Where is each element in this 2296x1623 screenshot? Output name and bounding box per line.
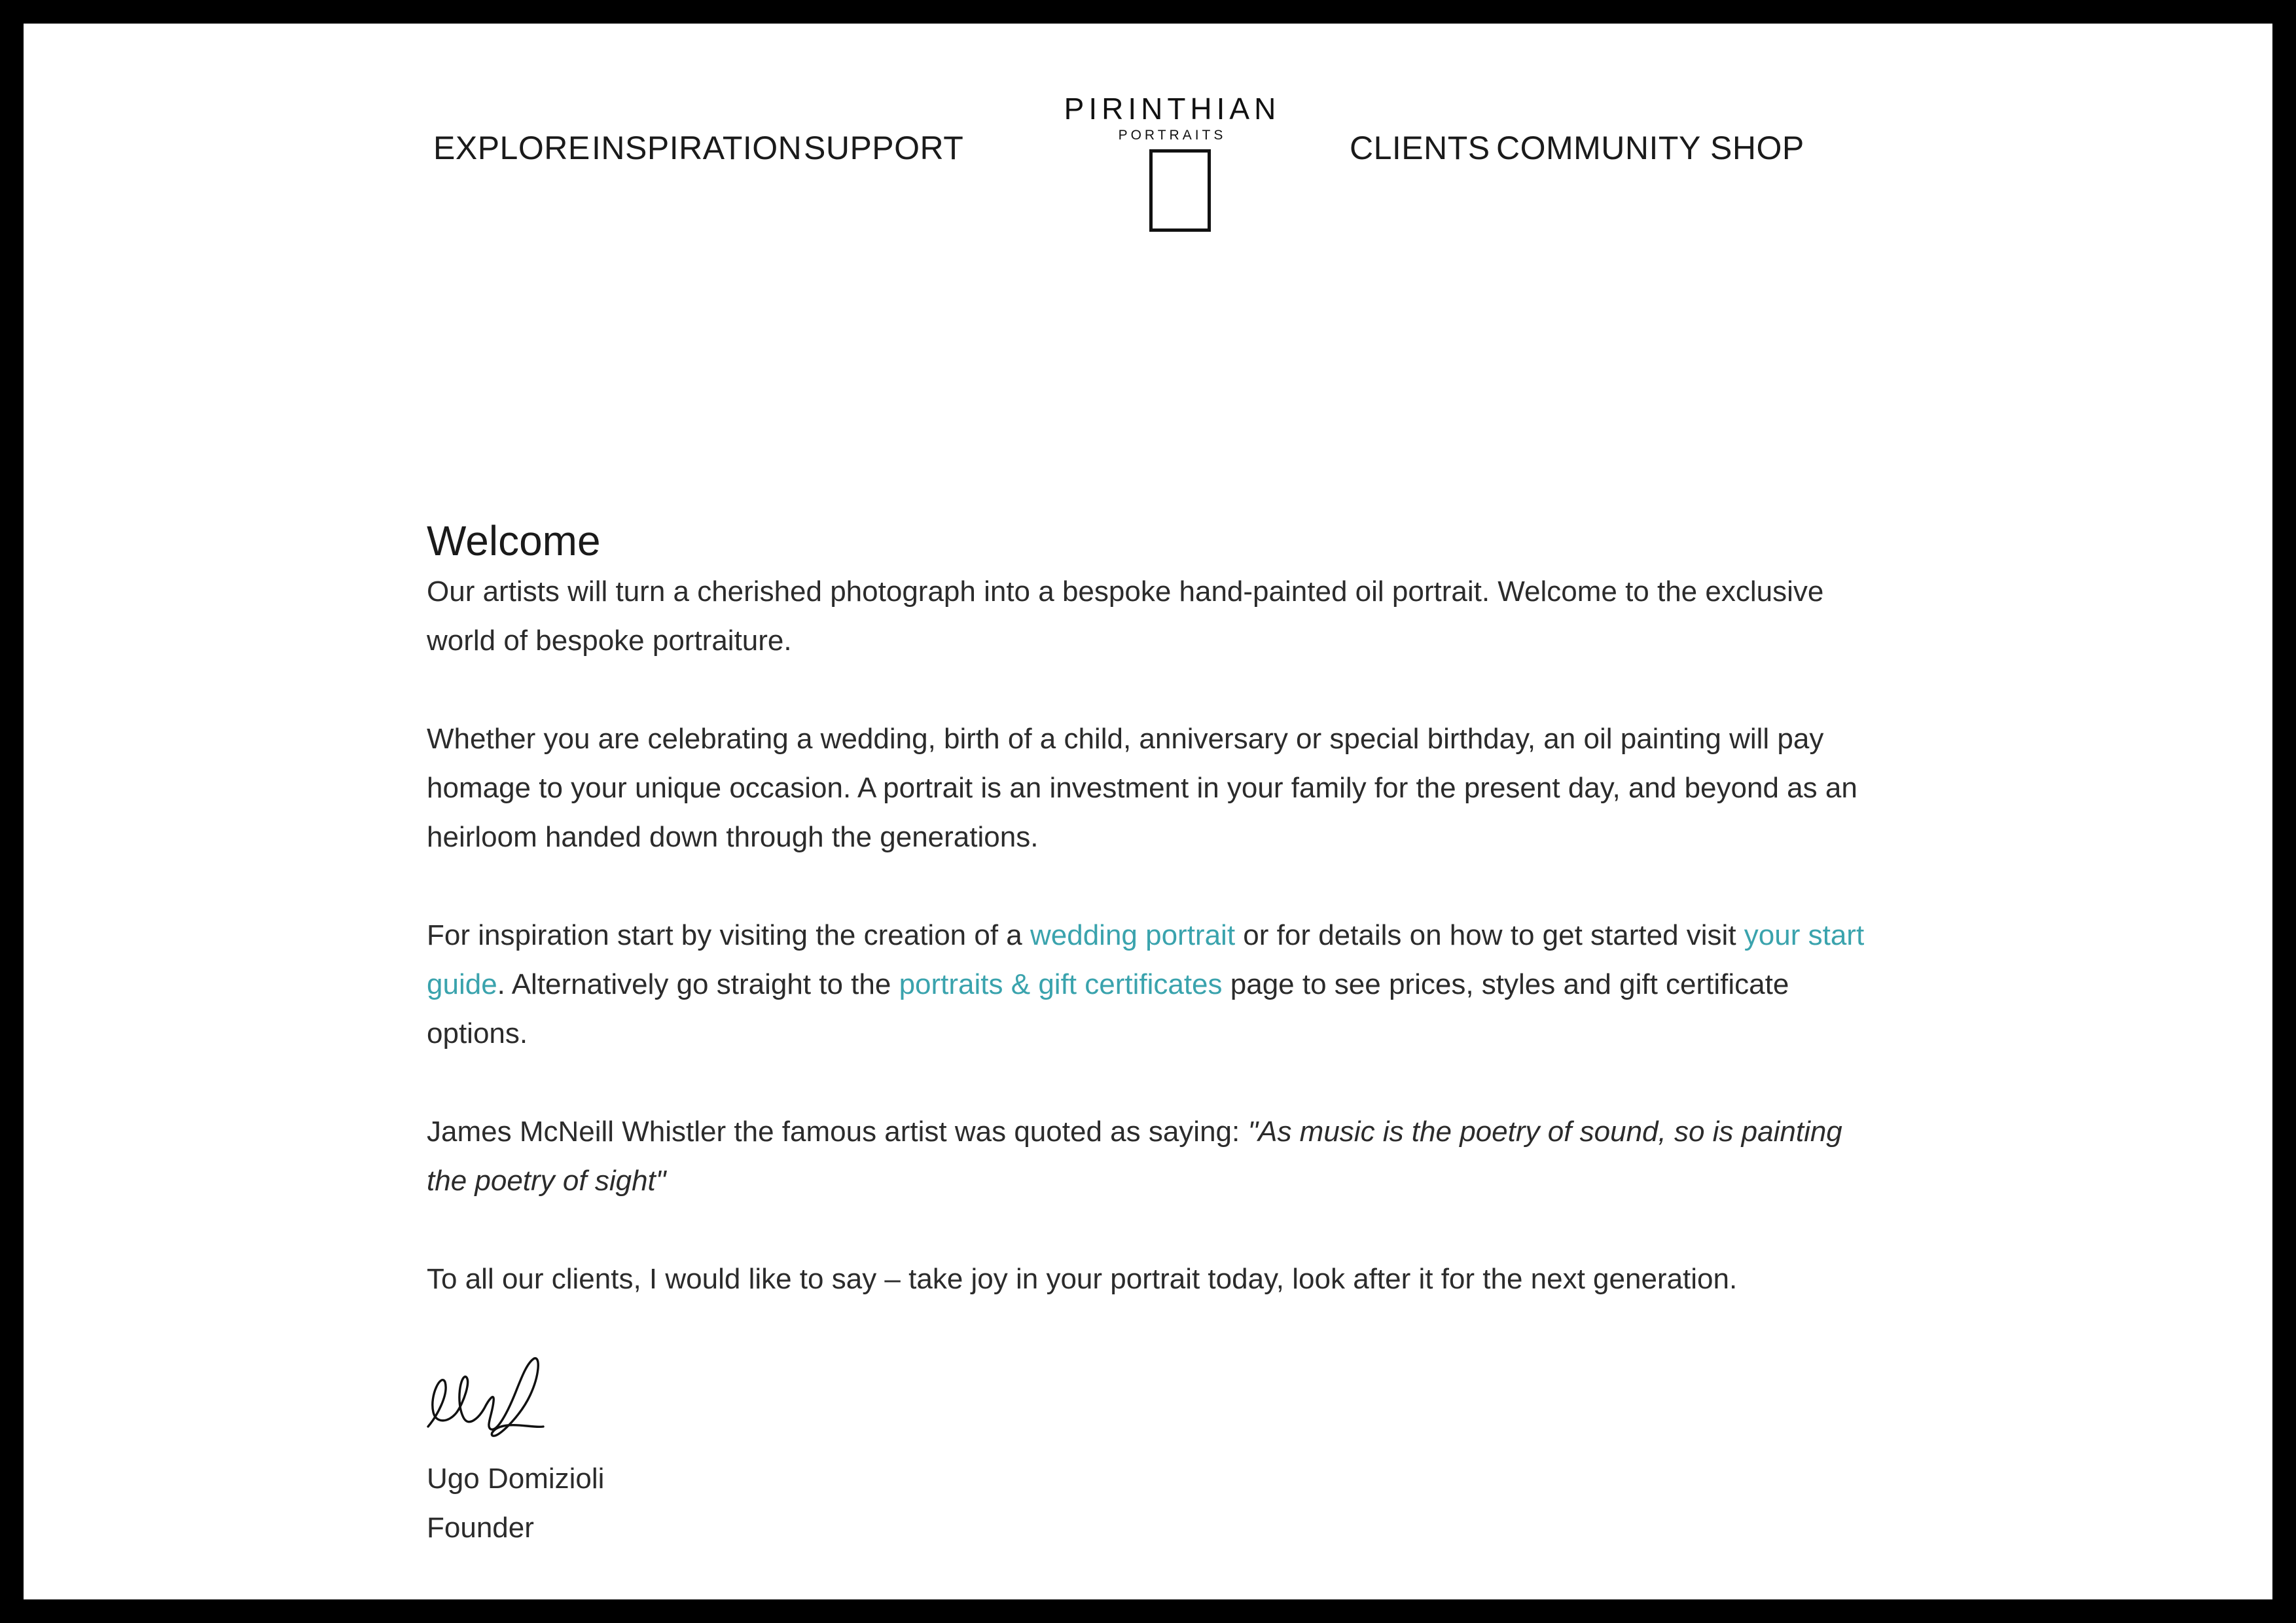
signature-image (423, 1349, 554, 1441)
nav-shop[interactable]: SHOP (1710, 130, 1804, 166)
logo-name: PIRINTHIAN (1064, 92, 1281, 126)
inspiration-text-4: page to see prices, styles and gift certificate options. (427, 968, 1789, 1049)
page-title: Welcome (427, 517, 601, 564)
inspiration-text-2: or for details on how to get started visit (1235, 919, 1744, 951)
quote-paragraph (427, 1107, 1886, 1205)
gift-certificates-link[interactable]: portraits & gift certificates (899, 968, 1223, 1000)
nav-community[interactable]: COMMUNITY (1496, 130, 1701, 166)
welcome-section (427, 515, 1886, 1552)
nav-clients[interactable]: CLIENTS (1350, 130, 1490, 166)
quote-intro: James McNeill Whistler the famous artist was quoted as saying: (427, 1116, 1248, 1148)
closing-paragraph: To all our clients, I would like to say – take joy in your portrait today, look after it for the next generation. (427, 1263, 1738, 1295)
site-logo[interactable] (1038, 92, 1306, 242)
wedding-portrait-link[interactable]: wedding portrait (1030, 919, 1236, 951)
inspiration-text-1: For inspiration start by visiting the creation of a (427, 919, 1030, 951)
inspiration-paragraph (427, 911, 1886, 1058)
page (24, 24, 2272, 1599)
logo-subtitle: PORTRAITS (1118, 128, 1227, 143)
nav-support[interactable]: SUPPORT (804, 130, 964, 166)
founder-role: Founder (427, 1512, 534, 1544)
nav-explore[interactable]: EXPLORE (433, 130, 590, 166)
intro-paragraph: Our artists will turn a cherished photograph into a bespoke hand-painted oil portrait. Welcome to the exclusive world of bespoke portraiture. (427, 575, 1824, 657)
frame-icon (1149, 149, 1211, 232)
start-guide-link[interactable]: your start guide (427, 919, 1865, 1000)
inspiration-text-3: . Alternatively go straight to the (497, 968, 899, 1000)
whistler-quote: "As music is the poetry of sound, so is painting the poetry of sight" (427, 1116, 1842, 1197)
occasion-paragraph: Whether you are celebrating a wedding, birth of a child, anniversary or special birthday, an oil painting will pay homage to your unique occasion. A portrait is an investment in your family for the present day, and beyond as an heirloom handed down through the generations. (427, 723, 1857, 853)
nav-inspiration[interactable]: INSPIRATION (592, 130, 802, 166)
founder-name: Ugo Domizioli (427, 1463, 605, 1495)
